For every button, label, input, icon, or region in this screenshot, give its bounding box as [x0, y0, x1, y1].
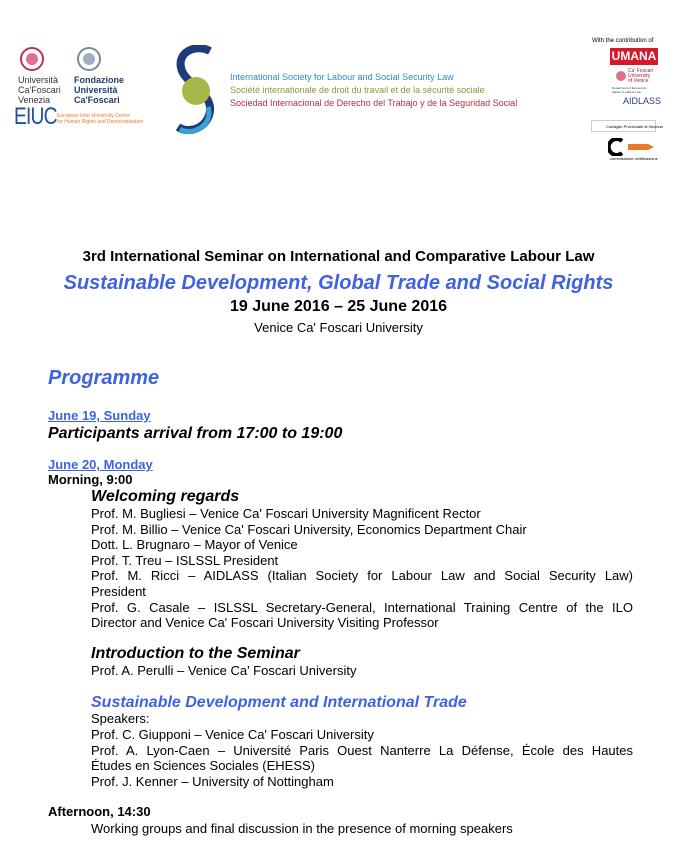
- session-time: Afternoon, 14:30: [48, 804, 151, 819]
- speaker-line: Director and Venice Ca' Foscari University Visiting Professor: [91, 615, 439, 630]
- islssl-emblem-icon: [170, 45, 220, 137]
- consulenti-logo: Consiglio Provinciale di Venezia: [591, 120, 656, 132]
- unive-econ-seal-icon: [615, 70, 627, 82]
- seminar-subtitle: Sustainable Development, Global Trade and Social Rights: [63, 272, 614, 294]
- day-date: June 20, Monday: [48, 457, 153, 472]
- speaker-line: Prof. M. Billio – Venice Ca' Foscari University, Economics Department Chair: [91, 522, 527, 537]
- day-event: Participants arrival from 17:00 to 19:00: [48, 425, 343, 442]
- section-title: Sustainable Development and International Trade: [91, 694, 467, 711]
- section-title: Welcoming regards: [91, 488, 240, 505]
- speaker-line: Prof. T. Treu – ISLSSL President: [91, 553, 279, 568]
- speakers-label: Speakers:: [91, 711, 150, 726]
- speaker-line: Prof. A. Perulli – Venice Ca' Foscari University: [91, 663, 357, 678]
- speaker-line: Prof. C. Giupponi – Venice Ca' Foscari University: [91, 727, 374, 742]
- speaker-line: President: [91, 584, 146, 599]
- speaker-line: Dott. L. Brugnaro – Mayor of Venice: [91, 537, 298, 552]
- day-date: June 19, Sunday: [48, 408, 151, 423]
- section-title: Introduction to the Seminar: [91, 645, 300, 662]
- seminar-dates: 19 June 2016 – 25 June 2016: [229, 298, 448, 315]
- fondazione-seal-icon: [77, 47, 101, 71]
- session-description: Working groups and final discussion in the presence of morning speakers: [91, 821, 513, 836]
- speaker-line: Prof. M. Bugliesi – Venice Ca' Foscari University Magnificent Rector: [91, 506, 481, 521]
- aidlass-logo: AIDLASS: [623, 96, 662, 106]
- speaker-line: Prof. J. Kenner – University of Nottingham: [91, 774, 334, 789]
- session-time: Morning, 9:00: [48, 472, 133, 487]
- speaker-line: Études en Sciences Sociales (EHESS): [91, 758, 315, 773]
- certificazione-logo-icon: [608, 138, 658, 156]
- speaker-line: Prof. A. Lyon-Caen – Université Paris Ouest Nanterre La Défense, École des Hautes: [91, 743, 633, 758]
- seminar-venue: Venice Ca' Foscari University: [254, 320, 423, 335]
- speaker-line: Prof. M. Ricci – AIDLASS (Italian Society for Labour Law and Social Security Law): [91, 568, 633, 583]
- programme-heading: Programme: [48, 367, 160, 389]
- unive-seal-icon: [20, 47, 44, 71]
- umana-logo: UMANA: [611, 49, 657, 63]
- seminar-title: 3rd International Seminar on International and Comparative Labour Law: [82, 248, 595, 265]
- unive-econ-logo: Ca' Foscari University of Venice: [628, 68, 654, 84]
- document-page: Università Ca'Foscari Venezia Fondazione Università Ca'Foscari EIUC European Inter-University Centre for Human Rights and Democratisation International Society for Labour and Social Security Law Société internationale de droit du travail et de la sécurité sociale Sociedad Internacional de Derecho del Trabajo y de la Seguridad Social With the contribution of UMANA Ca' Foscari University of Venice Department of Economics Master in Labour Law AIDLASS Consiglio Provinciale di Venezia commissione certificazione 3rd International Seminar on International and Comparative Labour Law Sustainable Development, Global Trade and Social Rights 19 June 2016 – 25 June 2016 Venice Ca' Foscari University Programme June 19, Sunday Participants arrival from 17:00 to 19:00 June 20, Monday Morning, 9:00 Welcoming regards Prof. M. Bugliesi – Venice Ca' Foscari University Magnificent Rector Prof. M. Billio – Venice Ca' Foscari University, Economics Department Chair Dott. L. Brugnaro – Mayor of Venice Prof. T. Treu – ISLSSL President Prof. M. Ricci – AIDLASS (Italian Society for Labour Law and Social Security Law) President Prof. G. Casale – ISLSSL Secretary-General, International Training Centre of the ILO Director and Venice Ca' Foscari University Visiting Professor Introduction to the Seminar Prof. A. Perulli – Venice Ca' Foscari University Sustainable Development and International Trade Speakers: Prof. C. Giupponi – Venice Ca' Foscari University Prof. A. Lyon-Caen – Université Paris Ouest Nanterre La Défense, École des Hautes Études en Sciences Sociales (EHESS) Prof. J. Kenner – University of Nottingham Afternoon, 14:30 Working groups and final discussion in the presence of morning speakers: [0, 0, 677, 856]
- speaker-line: Prof. G. Casale – ISLSSL Secretary-General, International Training Centre of the ILO: [91, 600, 633, 615]
